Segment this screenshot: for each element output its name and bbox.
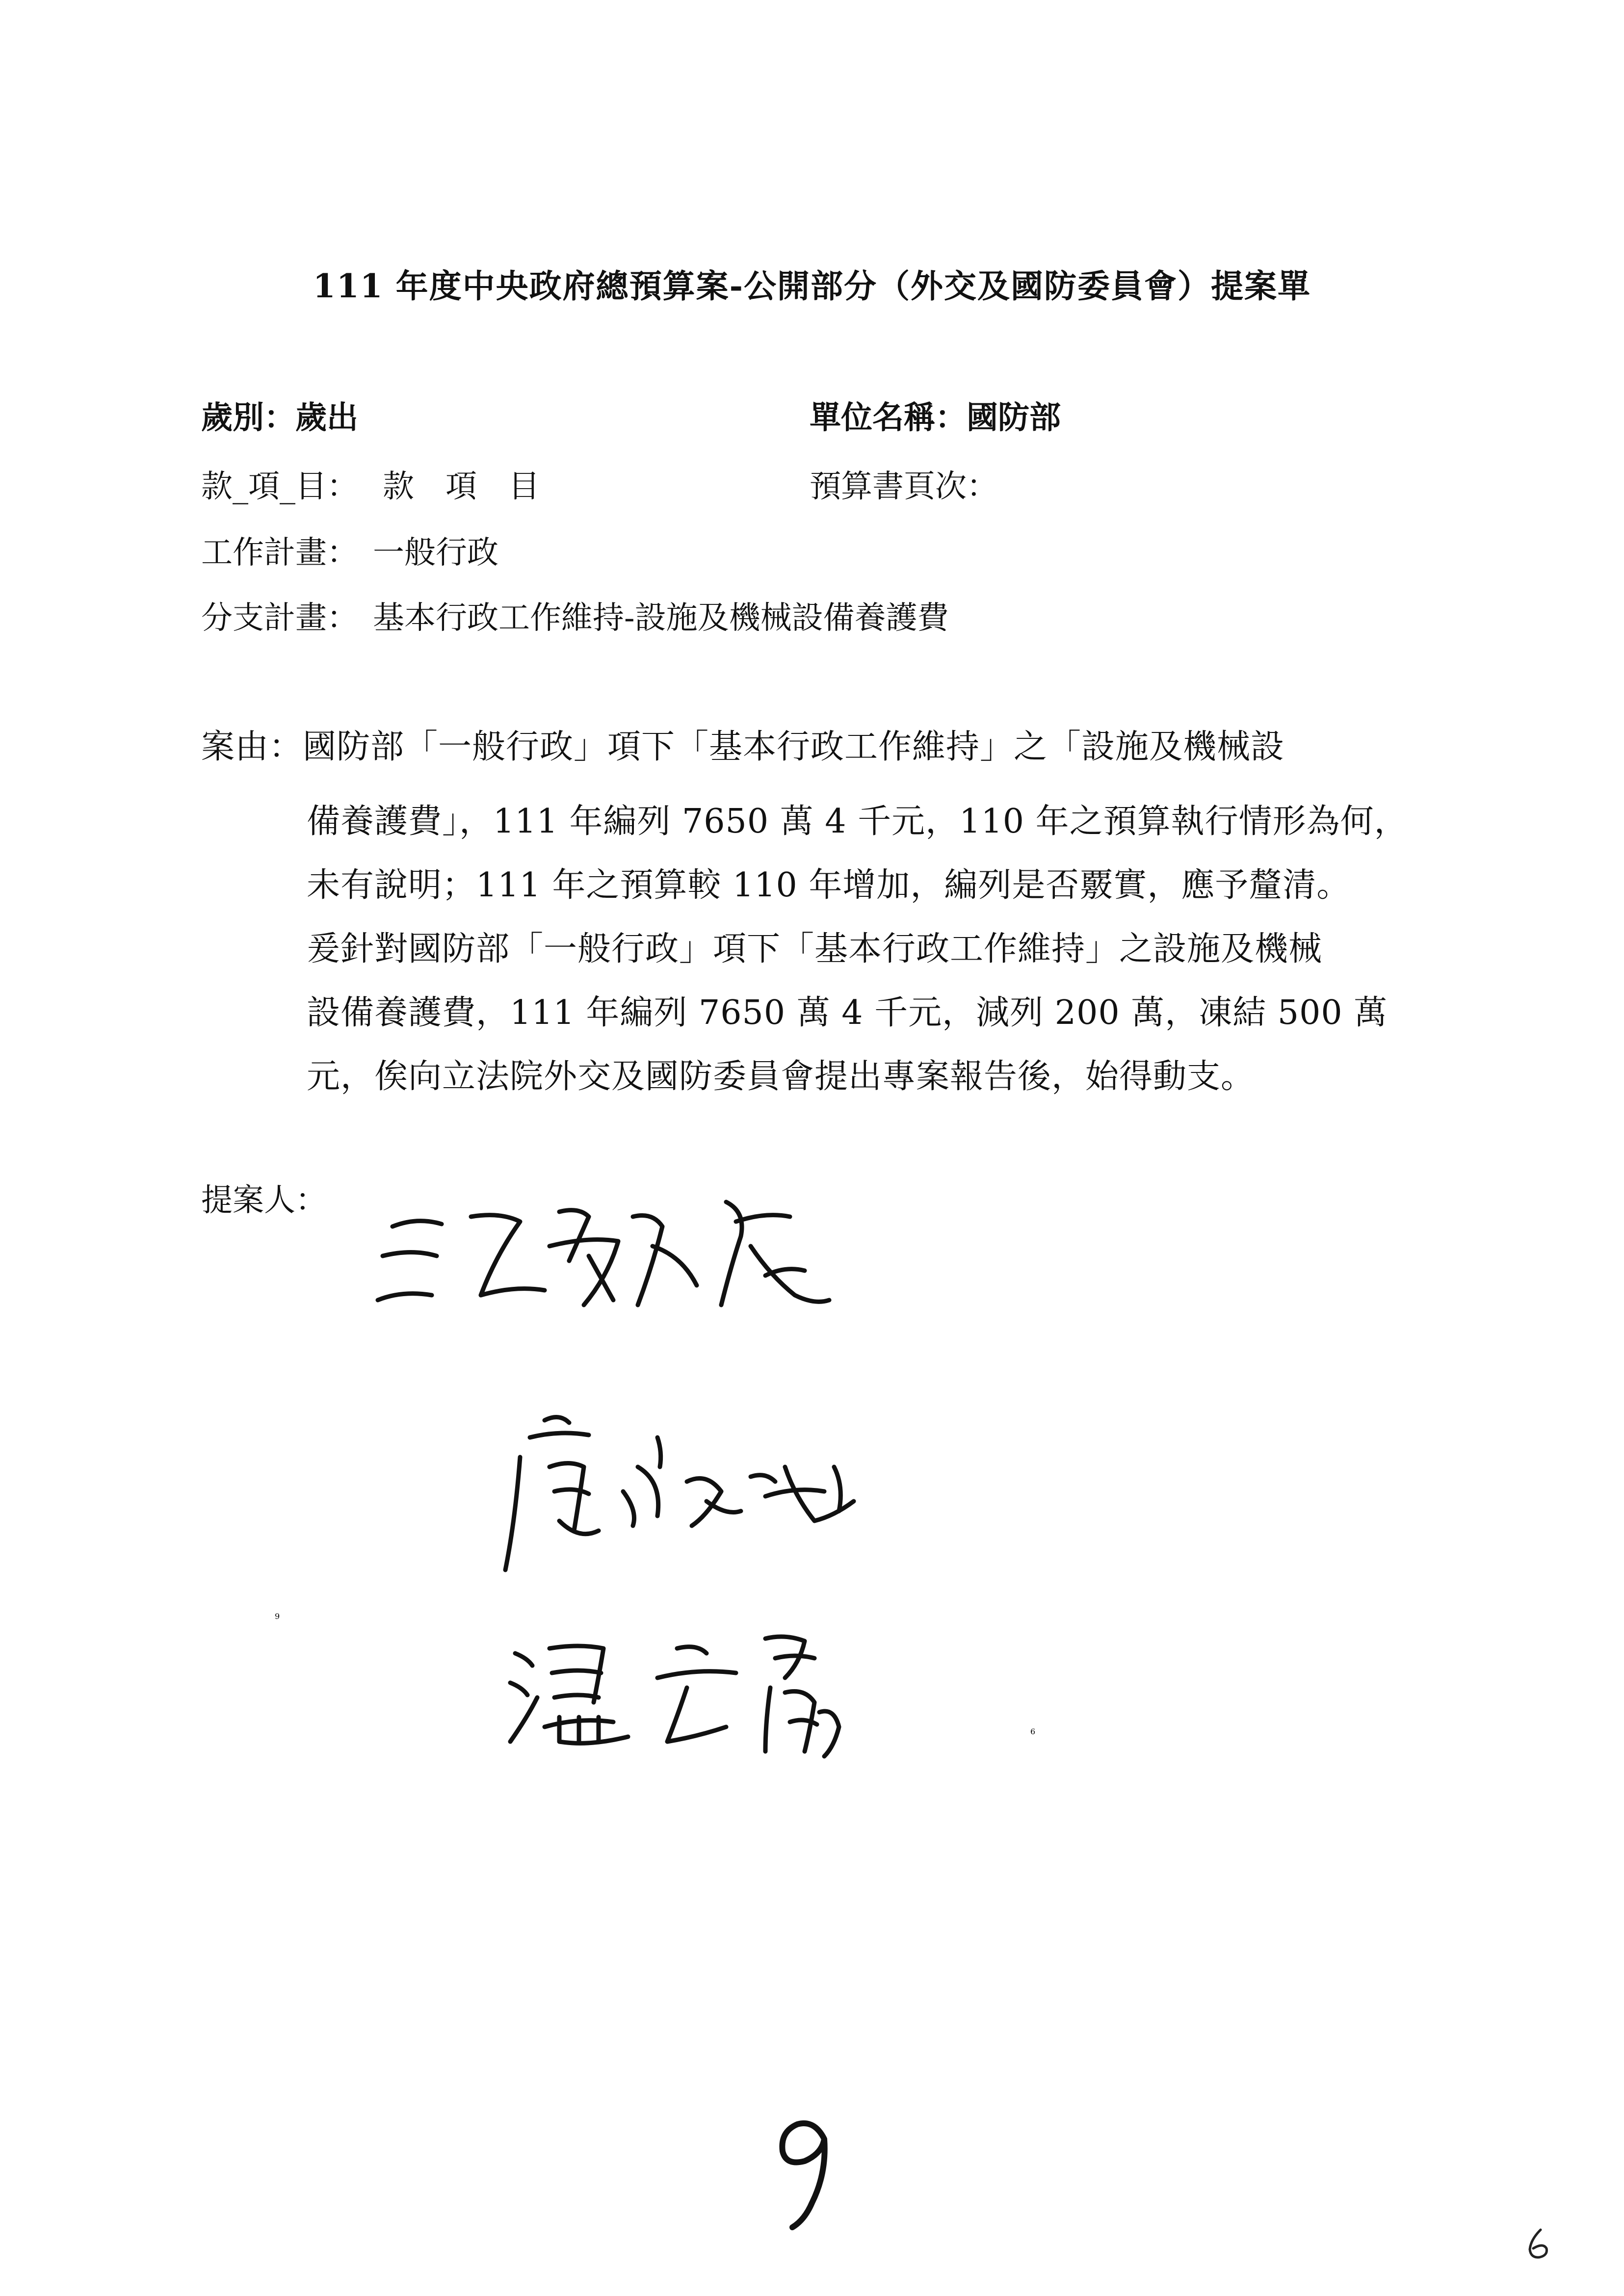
signature-2 [505,1417,854,1570]
category-label: 歲別：歲出 [201,399,358,436]
reason-line-3: 未有說明；111 年之預算較 110 年增加，編列是否覈實，應予釐清。 [307,866,1351,905]
work-plan-value: 一般行政 [373,535,498,571]
item-label: 款_項_目： [201,469,358,505]
page-number-9 [275,1612,844,2237]
reason-line-5: 設備養護費，111 年編列 7650 萬 4 千元，減列 200 萬，凍結 500 萬 [307,993,1388,1032]
item-value: 款 項 目 [383,469,540,505]
sub-plan-label: 分支計畫： [201,600,358,636]
reason-line-6: 元，俟向立法院外交及國防委員會提出專案報告後，始得動支。 [307,1057,1255,1096]
proposer-label: 提案人： [201,1182,327,1219]
unit-label: 單位名稱：國防部 [810,399,1061,436]
signature-1 [378,1202,829,1305]
corner-mark-6 [1030,1727,1560,2264]
work-plan-label: 工作計畫： [201,535,358,571]
document-title: 111 年度中央政府總預算案-公開部分（外交及國防委員會）提案單 [313,267,1311,305]
reason-line-2: 備養護費」，111 年編列 7650 萬 4 千元，110 年之預算執行情形為何， [307,802,1408,841]
page-number-text: 9 [275,1612,280,1621]
sub-plan-value: 基本行政工作維持-設施及機械設備養護費 [373,600,949,636]
page-ref-label: 預算書頁次： [810,469,998,505]
signature-3 [510,1637,839,1756]
reason-line-4: 爰針對國防部「一般行政」項下「基本行政工作維持」之設施及機械 [307,930,1323,968]
corner-mark-text: 6 [1030,1727,1036,1736]
reason-line-1: 案由：國防部「一般行政」項下「基本行政工作維持」之「設施及機械設 [201,728,1285,766]
